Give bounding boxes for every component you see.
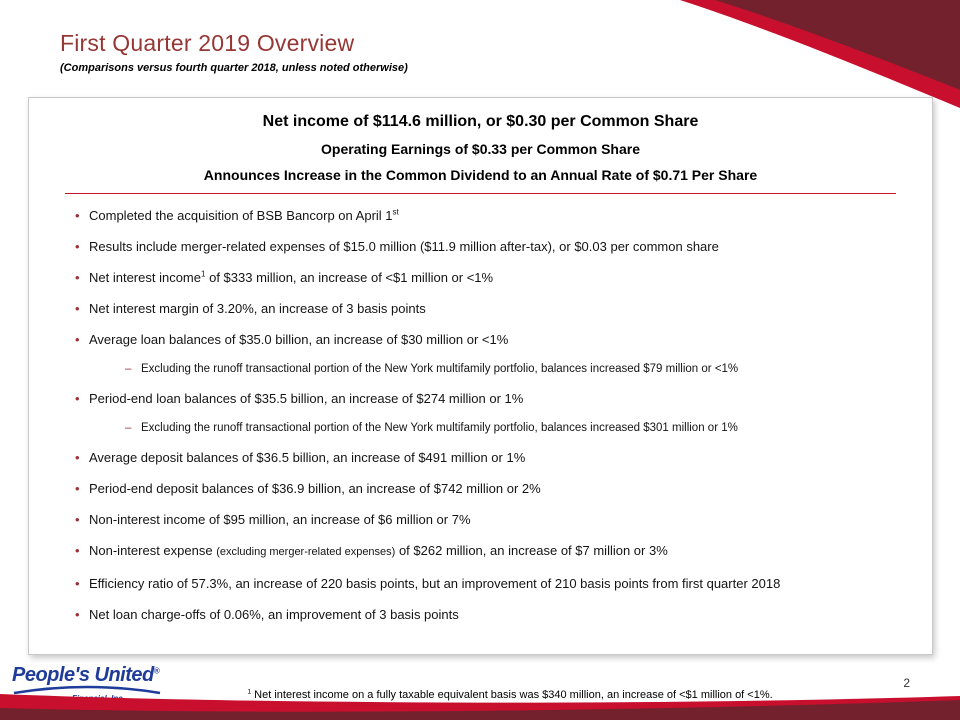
bullet-text: Completed the acquisition of BSB Bancorp on April 1st bbox=[89, 207, 399, 223]
corner-decoration bbox=[660, 0, 960, 110]
bullet-item bbox=[75, 449, 918, 466]
footnote-text: Net interest income on a fully taxable equivalent basis was $340 million, an increase of <$1 million of <1%. bbox=[251, 689, 773, 701]
dash-marker-icon: – bbox=[125, 422, 132, 434]
bullet-item bbox=[75, 542, 918, 561]
registered-mark-icon: ® bbox=[153, 666, 160, 676]
bullet-text: Average loan balances of $35.0 billion, an increase of $30 million or <1% bbox=[89, 332, 509, 347]
dot-marker-icon: • bbox=[75, 332, 80, 347]
dot-marker-icon: • bbox=[75, 607, 80, 622]
dot-marker-icon: • bbox=[75, 208, 80, 223]
bullet-item bbox=[75, 207, 918, 224]
page-title: First Quarter 2019 Overview bbox=[60, 30, 355, 56]
headline-line-1: Net income of $114.6 million, or $0.30 per Common Share bbox=[262, 113, 699, 130]
bullet-item bbox=[75, 606, 918, 623]
bottom-wave-decoration bbox=[0, 688, 960, 720]
logo-name bbox=[12, 664, 192, 687]
dot-marker-icon: • bbox=[75, 301, 80, 316]
bullet-text: Excluding the runoff transactional portion of the New York multifamily portfolio, balances increased $301 million or 1% bbox=[141, 422, 738, 434]
bullet-text: Average deposit balances of $36.5 billion, an increase of $491 million or 1% bbox=[89, 450, 526, 465]
dot-marker-icon: • bbox=[75, 543, 80, 558]
dot-marker-icon: • bbox=[75, 481, 80, 496]
bullet-item bbox=[75, 480, 918, 497]
header bbox=[60, 30, 408, 74]
dash-marker-icon: – bbox=[125, 363, 132, 375]
dot-marker-icon: • bbox=[75, 270, 80, 285]
bullet-text: Results include merger-related expenses of $15.0 million ($11.9 million after-tax), or $0.03 per common share bbox=[89, 239, 719, 254]
dot-marker-icon: • bbox=[75, 450, 80, 465]
bullet-text: Non-interest income of $95 million, an increase of $6 million or 7% bbox=[89, 512, 471, 527]
bullet-item bbox=[75, 511, 918, 528]
bullet-item bbox=[75, 575, 918, 592]
content-box bbox=[28, 97, 933, 655]
sub-bullet-item bbox=[125, 362, 918, 377]
bullet-text: Non-interest expense (excluding merger-related expenses) of $262 million, an increase of $7 million or 3% bbox=[89, 543, 668, 558]
bullet-text: Net interest income$^1$ of $333 million, an increase of <$1 million or <1% bbox=[89, 269, 494, 285]
bullet-item bbox=[75, 269, 918, 286]
bullet-text: Efficiency ratio of 57.3%, an increase of 220 basis points, but an improvement of 210 basis points from first quarter 2018 bbox=[89, 576, 781, 591]
dot-marker-icon: • bbox=[75, 512, 80, 527]
dot-marker-icon: • bbox=[75, 391, 80, 406]
bullet-text: Period-end loan balances of $35.5 billion, an increase of $274 million or 1% bbox=[89, 391, 524, 406]
bullet-item bbox=[75, 331, 918, 348]
page-subtitle: (Comparisons versus fourth quarter 2018, unless noted otherwise) bbox=[60, 62, 408, 74]
footnote-superscript: 1 bbox=[247, 688, 252, 696]
dot-marker-icon: • bbox=[75, 239, 80, 254]
bullet-item bbox=[75, 390, 918, 407]
logo-name-text: People's United bbox=[12, 664, 154, 686]
bullet-item bbox=[75, 238, 918, 255]
headline bbox=[29, 98, 932, 183]
bullet-list bbox=[29, 194, 932, 623]
bullet-item bbox=[75, 300, 918, 317]
sub-bullet-item bbox=[125, 421, 918, 436]
bullet-text: Period-end deposit balances of $36.9 billion, an increase of $742 million or 2% bbox=[89, 481, 541, 496]
page-number: 2 bbox=[903, 676, 910, 690]
headline-line-3: Announces Increase in the Common Dividend to an Annual Rate of $0.71 Per Share bbox=[203, 167, 758, 183]
headline-line-2: Operating Earnings of $0.33 per Common Share bbox=[321, 141, 640, 157]
bullet-text: Net interest margin of 3.20%, an increase of 3 basis points bbox=[89, 301, 426, 316]
bullet-text: Net loan charge-offs of 0.06%, an improvement of 3 basis points bbox=[89, 607, 459, 622]
bullet-text: Excluding the runoff transactional portion of the New York multifamily portfolio, balances increased $79 million or <1% bbox=[141, 363, 739, 375]
dot-marker-icon: • bbox=[75, 576, 80, 591]
